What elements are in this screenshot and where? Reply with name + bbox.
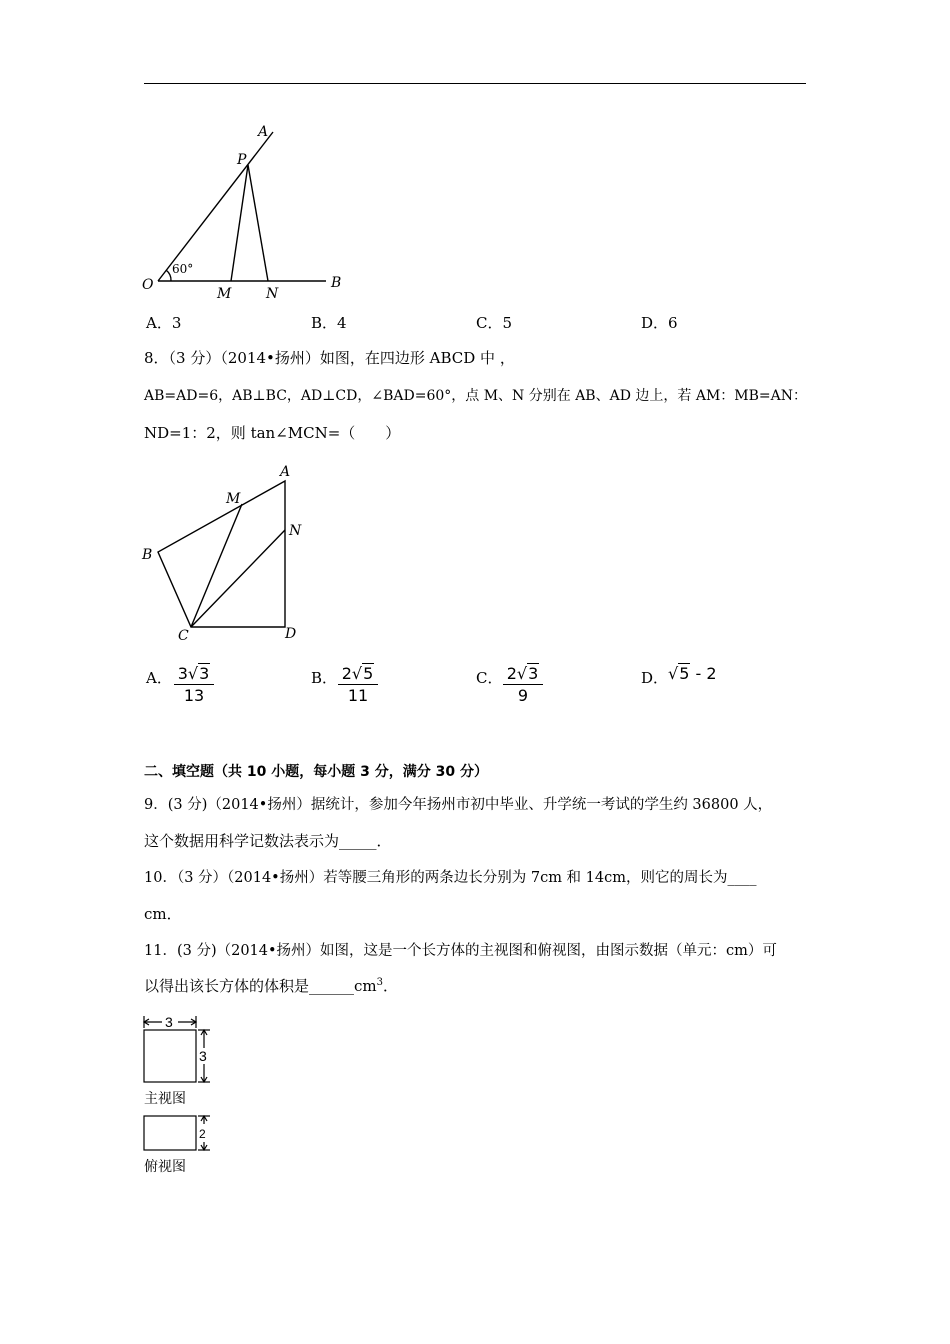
label-n: N xyxy=(289,523,302,539)
q8-choice-d-letter[interactable]: D． xyxy=(641,669,669,687)
q7-choice-a[interactable]: A．3 xyxy=(146,314,182,332)
q11-line-1: 11．(3 分)（2014•扬州）如图，这是一个长方体的主视图和俯视图，由图示数据（单元：cm）可 xyxy=(144,943,777,959)
label-m: M xyxy=(226,491,241,507)
top-depth-label: 2 xyxy=(199,1127,206,1141)
q11-line-2: 以得出该长方体的体积是$\_\_\_\_\_\_cm^3$． xyxy=(144,977,399,995)
front-view-rect xyxy=(144,1030,196,1082)
label-n: N xyxy=(266,286,279,302)
q11-figure xyxy=(138,1010,228,1180)
q8-choice-c-letter[interactable]: C． xyxy=(476,669,503,687)
label-b: B xyxy=(331,275,342,291)
q8-figure xyxy=(138,460,318,645)
q8-line-2: AB=AD=6，AB⊥BC，AD⊥CD，∠BAD=60°，点 M、N 分别在 AB、AD 边上，若 AM：MB=AN： xyxy=(144,388,807,404)
front-view-label: 主视图 xyxy=(144,1090,186,1106)
section-2-title: 二、填空题（共 10 小题，每小题 3 分，满分 30 分） xyxy=(144,764,488,780)
segment-cm xyxy=(191,504,242,627)
q7-figure xyxy=(138,118,358,308)
label-a: A xyxy=(258,124,269,140)
label-angle: 60° xyxy=(172,262,194,276)
q8-choice-a-fraction: $\frac{3√3}{13}$ xyxy=(174,664,214,705)
q8-line-3: ND=1：2，则 tan∠MCN=（ ） xyxy=(144,424,401,442)
label-p: P xyxy=(237,152,247,168)
label-a: A xyxy=(280,464,291,480)
q9-line-2: 这个数据用科学记数法表示为_____． xyxy=(144,832,392,850)
q8-choice-b-fraction: $\frac{2√5}{11}$ xyxy=(338,664,378,705)
q7-choice-b[interactable]: B．4 xyxy=(311,314,347,332)
label-c: C xyxy=(178,628,189,644)
label-o: O xyxy=(142,277,154,293)
label-m: M xyxy=(217,286,232,302)
q7-choice-c[interactable]: C．5 xyxy=(476,314,513,332)
front-height-label: 3 xyxy=(199,1048,207,1064)
q7-choice-d[interactable]: D．6 xyxy=(641,314,678,332)
segment-cn xyxy=(191,530,285,627)
label-b: B xyxy=(142,547,153,563)
q8-choice-d-expression: √5 - 2 xyxy=(668,664,717,683)
q8-choice-a-letter[interactable]: A． xyxy=(146,669,172,687)
top-view-label: 俯视图 xyxy=(144,1158,186,1174)
q8-choice-b-letter[interactable]: B． xyxy=(311,669,338,687)
front-width-label: 3 xyxy=(165,1014,173,1030)
angle-arc xyxy=(166,270,171,281)
top-view-rect xyxy=(144,1116,196,1150)
q10-line-1: 10．（3 分）（2014•扬州）若等腰三角形的两条边长分别为 7cm 和 14cm，则它的周长为____ xyxy=(144,870,757,886)
segment-pn xyxy=(248,165,268,281)
q8-choice-c-fraction: $\frac{2√3}{9}$ xyxy=(503,664,543,705)
q8-line-1: 8．（3 分）（2014•扬州）如图，在四边形 ABCD 中 ， xyxy=(144,349,515,367)
q10-line-2: cm． xyxy=(144,905,182,923)
q9-line-1: 9．(3 分)（2014•扬州）据统计，参加今年扬州市初中毕业、升学统一考试的学生约 36800 人， xyxy=(144,797,773,813)
label-d: D xyxy=(285,626,297,642)
header-rule xyxy=(144,83,806,84)
